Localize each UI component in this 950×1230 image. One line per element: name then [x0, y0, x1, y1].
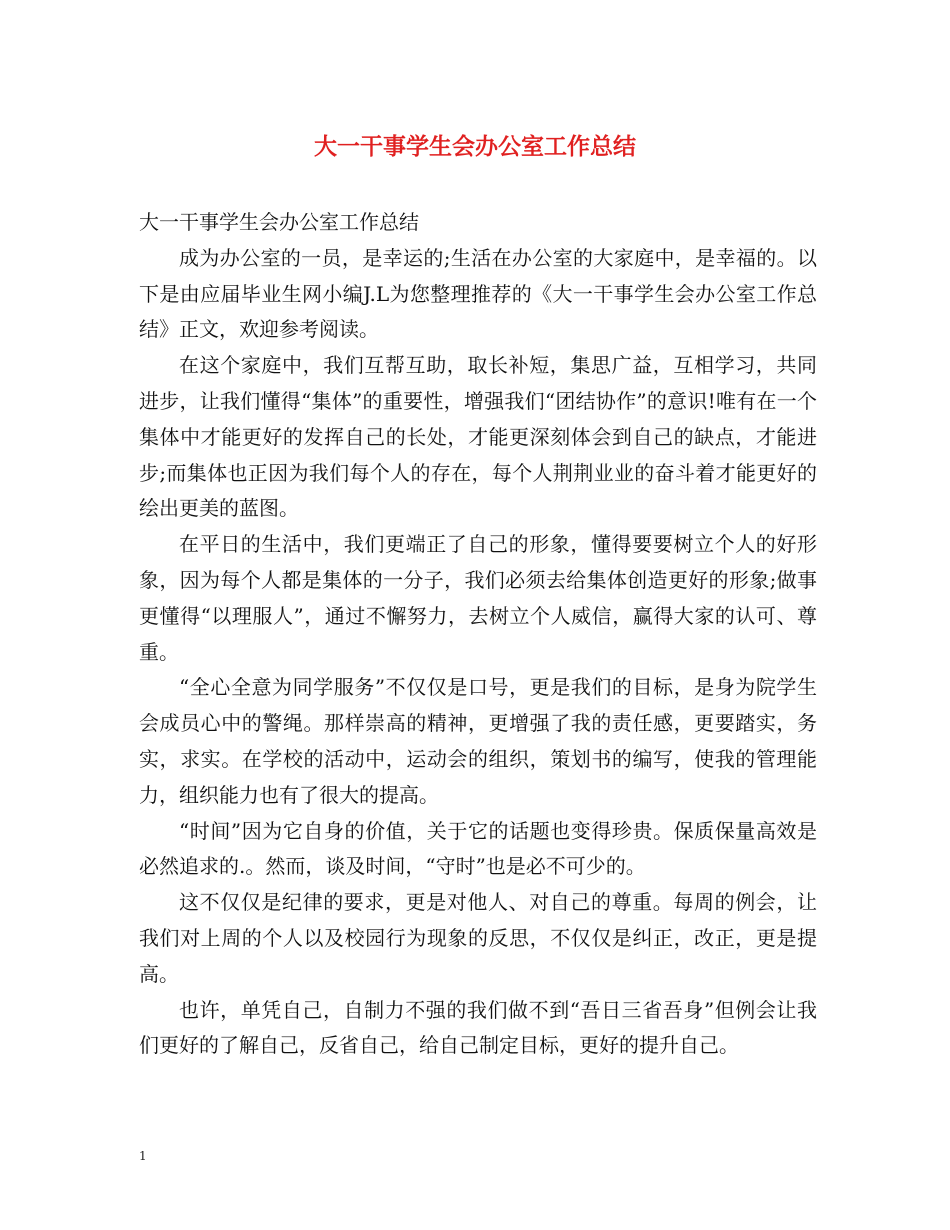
page-number: 1 — [139, 1149, 147, 1163]
document-body — [139, 205, 817, 1064]
paragraph-7: 也许，单凭自己，自制力不强的我们做不到“吾日三省吾身”但例会让我们更好的了解自己，反省自己，给自己制定目标，更好的提升自己。 — [139, 997, 817, 1058]
paragraph-3: 在平日的生活中，我们更端正了自己的形象，懂得要要树立个人的好形象，因为每个人都是集体的一分子，我们必须去给集体创造更好的形象;做事更懂得“以理服人”，通过不懈努力，去树立个人威信，赢得大家的认可、尊重。 — [139, 532, 817, 664]
paragraph-5: “时间”因为它自身的价值，关于它的话题也变得珍贵。保质保量高效是必然追求的.。然而，谈及时间，“守时”也是必不可少的。 — [139, 818, 817, 879]
paragraph-4: “全心全意为同学服务”不仅仅是口号，更是我们的目标，是身为院学生会成员心中的警绳。那样崇高的精神，更增强了我的责任感，更要踏实，务实，求实。在学校的活动中，运动会的组织，策划书的编写，使我的管理能力，组织能力也有了很大的提高。 — [139, 675, 817, 807]
document-title: 大一干事学生会办公室工作总结 — [314, 134, 636, 160]
paragraph-6: 这不仅仅是纪律的要求，更是对他人、对自己的尊重。每周的例会，让我们对上周的个人以及校园行为现象的反思，不仅仅是纠正，改正，更是提高。 — [139, 890, 817, 986]
paragraph-1: 成为办公室的一员，是幸运的;生活在办公室的大家庭中，是幸福的。以下是由应届毕业生网小编J.L为您整理推荐的《大一干事学生会办公室工作总结》正文，欢迎参考阅读。 — [139, 245, 817, 342]
document-subtitle: 大一干事学生会办公室工作总结 — [139, 210, 419, 234]
paragraph-2: 在这个家庭中，我们互帮互助，取长补短，集思广益，互相学习，共同进步，让我们懂得“集体”的重要性，增强我们“团结协作”的意识!唯有在一个集体中才能更好的发挥自己的长处，才能更深刻体会到自己的缺点，才能进步;而集体也正因为我们每个人的存在，每个人荆荆业业的奋斗着才能更好的绘出更美的蓝图。 — [139, 353, 817, 521]
